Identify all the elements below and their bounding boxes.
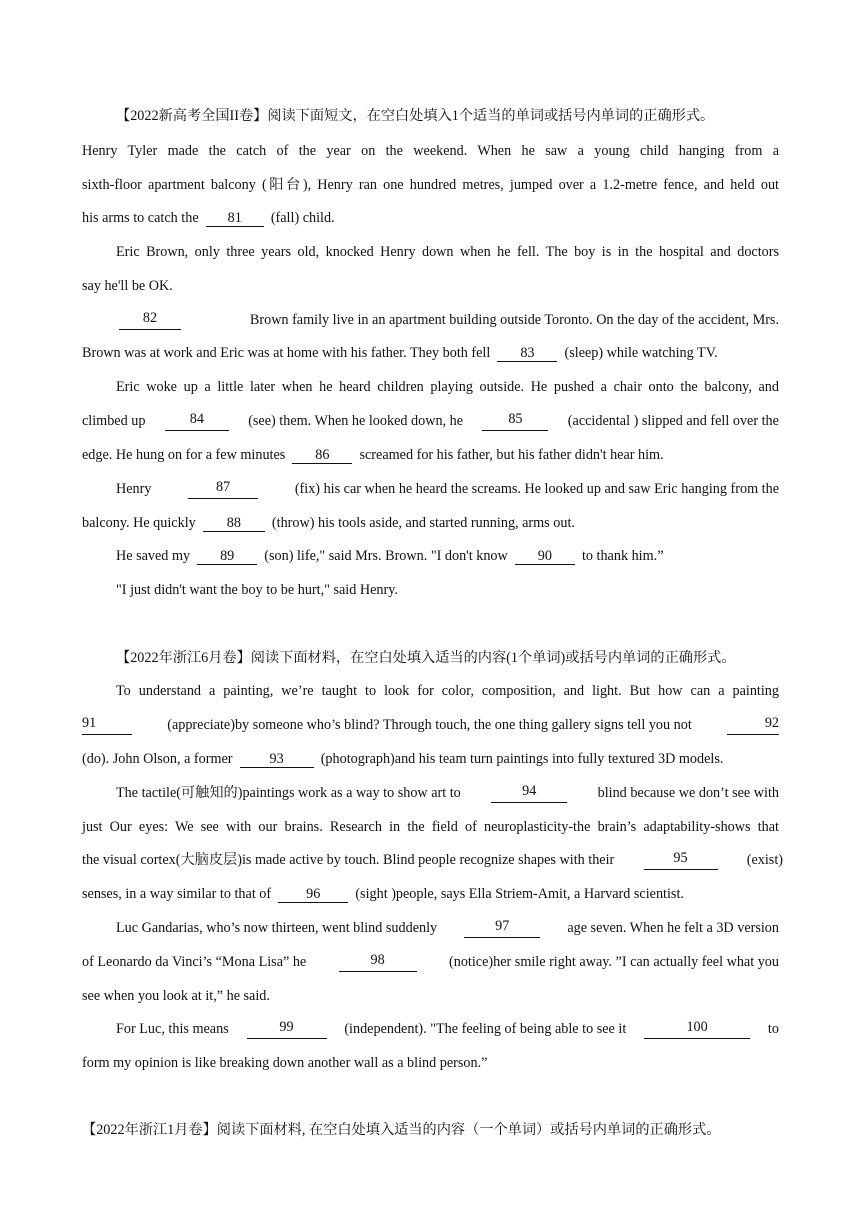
passage-line: climbed up 84 (see) them. When he looked down, he 85 (accidental ) slipped and fell over the bbox=[82, 411, 779, 429]
answer-blank[interactable]: 94 bbox=[491, 783, 567, 803]
answer-blank[interactable]: 86 bbox=[292, 447, 352, 464]
passage-line: see when you look at it,” he said. bbox=[82, 988, 270, 1004]
passage-line: say he'll be OK. bbox=[82, 278, 173, 294]
passage-line: "I just didn't want the boy to be hurt," said Henry. bbox=[116, 582, 398, 598]
passage-line: Brown was at work and Eric was at home with his father. They both fell 83 (sleep) while watching TV. bbox=[82, 345, 718, 361]
answer-blank[interactable]: 89 bbox=[197, 548, 257, 565]
passage-line: (do). John Olson, a former 93 (photograph)and his team turn paintings into fully textured 3D models. bbox=[82, 751, 724, 767]
answer-blank[interactable]: 98 bbox=[339, 952, 417, 972]
answer-blank[interactable]: 96 bbox=[278, 886, 348, 903]
passage-line: The tactile(可触知的)paintings work as a way to show art to 94 blind because we don’t see with bbox=[116, 783, 779, 801]
passage-line: form my opinion is like breaking down another wall as a blind person.” bbox=[82, 1055, 488, 1071]
passage-line: Luc Gandarias, who’s now thirteen, went blind suddenly 97 age seven. When he felt a 3D version bbox=[116, 918, 779, 936]
answer-blank[interactable]: 83 bbox=[497, 345, 557, 362]
passage-line: senses, in a way similar to that of 96 (sight )people, says Ella Striem-Amit, a Harvard scientist. bbox=[82, 886, 684, 902]
passage-line: just Our eyes: We see with our brains. Research in the field of neuroplasticity-the brain’s adaptability-shows that bbox=[82, 819, 779, 835]
passage-line: his arms to catch the 81 (fall) child. bbox=[82, 210, 335, 226]
passage-line: Eric Brown, only three years old, knocked Henry down when he fell. The boy is in the hospital and doctors bbox=[116, 244, 779, 260]
section-header: 【2022年浙江6月卷】阅读下面材料，在空白处填入适当的内容(1个单词)或括号内单词的正确形式。 bbox=[116, 650, 736, 666]
answer-blank[interactable]: 85 bbox=[482, 411, 548, 431]
passage-line: 91 (appreciate)by someone who’s blind? Through touch, the one thing gallery signs tell you not 92 bbox=[82, 715, 779, 733]
answer-blank[interactable]: 82 bbox=[119, 310, 181, 330]
passage-line: 82 Brown family live in an apartment building outside Toronto. On the day of the accident, Mrs. bbox=[119, 310, 779, 330]
section-header: 【2022年浙江1月卷】阅读下面材料, 在空白处填入适当的内容（一个单词）或括号内单词的正确形式。 bbox=[82, 1122, 721, 1138]
passage-line: balcony. He quickly 88 (throw) his tools aside, and started running, arms out. bbox=[82, 515, 575, 531]
passage-line: Eric woke up a little later when he heard children playing outside. He pushed a chair onto the balcony, and bbox=[116, 379, 779, 395]
passage-line: edge. He hung on for a few minutes 86 screamed for his father, but his father didn't hear him. bbox=[82, 447, 664, 463]
passage-line: the visual cortex(大脑皮层)is made active by touch. Blind people recognize shapes with their 95 (exist) bbox=[82, 850, 783, 868]
answer-blank[interactable]: 84 bbox=[165, 411, 229, 431]
passage-line: sixth-floor apartment balcony (阳台), Henry ran one hundred metres, jumped over a 1.2-metre fence, and held out bbox=[82, 177, 779, 193]
section-header: 【2022新高考全国II卷】阅读下面短文，在空白处填入1个适当的单词或括号内单词的正确形式。 bbox=[116, 108, 715, 124]
passage-line: He saved my 89 (son) life," said Mrs. Brown. "I don't know 90 to thank him.” bbox=[116, 548, 664, 564]
passage-line: For Luc, this means 99 (independent). "The feeling of being able to see it 100 to bbox=[116, 1019, 779, 1037]
answer-blank[interactable]: 100 bbox=[644, 1019, 750, 1039]
passage-line: Henry 87 (fix) his car when he heard the screams. He looked up and saw Eric hanging from the bbox=[116, 479, 779, 497]
answer-blank[interactable]: 91 bbox=[82, 715, 132, 735]
answer-blank[interactable]: 88 bbox=[203, 515, 265, 532]
answer-blank[interactable]: 99 bbox=[247, 1019, 327, 1039]
passage-line: To understand a painting, we’re taught to look for color, composition, and light. But how can a painting bbox=[116, 683, 779, 699]
answer-blank[interactable]: 95 bbox=[644, 850, 718, 870]
answer-blank[interactable]: 93 bbox=[240, 751, 314, 768]
passage-line: of Leonardo da Vinci’s “Mona Lisa” he 98 (notice)her smile right away. ”I can actually feel what you bbox=[82, 952, 779, 970]
answer-blank[interactable]: 87 bbox=[188, 479, 258, 499]
answer-blank[interactable]: 97 bbox=[464, 918, 540, 938]
answer-blank[interactable]: 81 bbox=[206, 210, 264, 227]
passage-line: Henry Tyler made the catch of the year on the weekend. When he saw a young child hanging from a bbox=[82, 143, 779, 159]
answer-blank[interactable]: 90 bbox=[515, 548, 575, 565]
answer-blank[interactable]: 92 bbox=[727, 715, 779, 735]
